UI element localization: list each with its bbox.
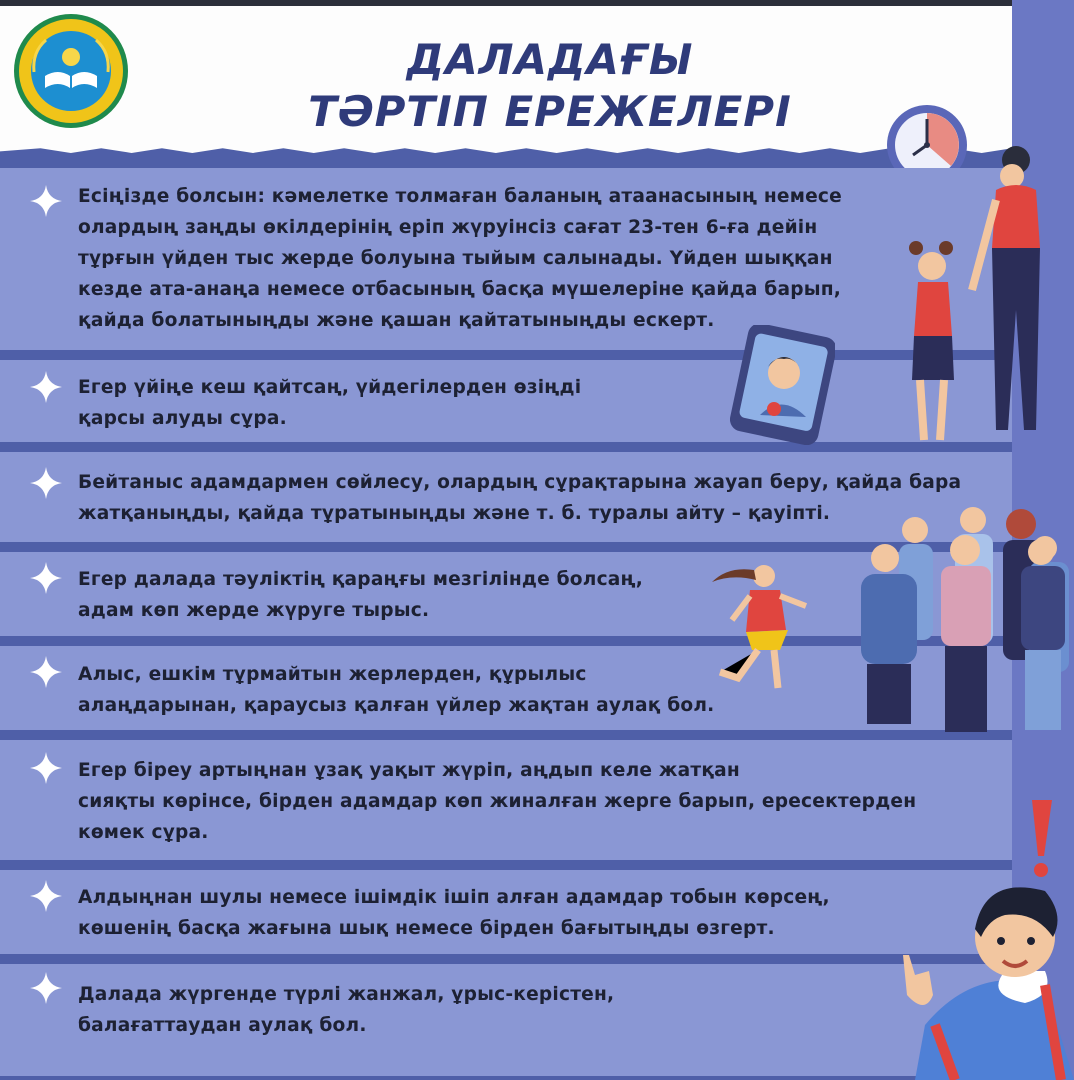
rule-line: Егер біреу артыңнан ұзақ уақыт жүріп, аңдып келе жатқан — [78, 760, 740, 781]
rule-5 — [78, 659, 714, 721]
rule-line: Бейтаныс адамдармен сөйлесу, олардың сұрақтарына жауап беру, қайда бара — [78, 472, 962, 493]
rule-line: Егер үйіңе кеш қайтсаң, үйдегілерден өзіңді — [78, 377, 582, 398]
rule-line: қарсы алуды сұра. — [78, 408, 287, 429]
rule-line: көшенің басқа жағына шық немесе бірден бағытыңды өзгерт. — [78, 918, 775, 939]
page-title — [270, 34, 830, 138]
pointing-boy-illustration — [885, 875, 1074, 1080]
mother-daughter-illustration — [880, 140, 1060, 460]
rule-8 — [78, 979, 614, 1041]
rule-line: Есіңізде болсын: кәмелетке толмаған баланың атаанасының немесе — [78, 186, 842, 207]
running-girl-illustration — [708, 560, 812, 695]
star-bullet-icon — [30, 562, 62, 594]
exclamation-icon — [1026, 800, 1056, 880]
star-bullet-icon — [30, 752, 62, 784]
rule-line: балағаттаудан аулақ бол. — [78, 1015, 367, 1036]
star-bullet-icon — [30, 185, 62, 217]
crowd-illustration — [855, 500, 1074, 740]
rule-line: сияқты көрінсе, бірден адамдар көп жиналған жерге барып, ересектерден — [78, 791, 917, 812]
rule-line: қайда болатыныңды және қашан қайтатыныңды ескерт. — [78, 310, 715, 331]
title-line-1: ДАЛАДАҒЫ — [406, 35, 694, 84]
star-bullet-icon — [30, 656, 62, 688]
title-line-2: ТӘРТІП ЕРЕЖЕЛЕРІ — [308, 87, 792, 136]
rule-line: тұрғын үйден тыс жерде болуына тыйым салынады. Үйден шыққан — [78, 248, 833, 269]
rule-line: Далада жүргенде түрлі жанжал, ұрыс-керістен, — [78, 984, 615, 1005]
rule-1 — [78, 181, 842, 336]
rule-line: кезде ата-анаңа немесе отбасының басқа мүшелеріне қайда барып, — [78, 279, 842, 300]
rule-7 — [78, 882, 830, 944]
phone-call-icon — [730, 325, 835, 445]
rule-line: олардың заңды өкілдерінің еріп жүруінсіз сағат 23-тен 6-ға дейін — [78, 217, 818, 238]
rule-line: алаңдарынан, қараусыз қалған үйлер жақтан аулақ бол. — [78, 695, 715, 716]
rule-line: көмек сұра. — [78, 822, 209, 843]
emblem-logo — [12, 12, 130, 130]
rule-line: Алыс, ешкім тұрмайтын жерлерден, құрылыс — [78, 664, 587, 685]
rule-line: жатқаныңды, қайда тұратыныңды және т. б. туралы айту – қауіпті. — [78, 503, 831, 524]
star-bullet-icon — [30, 371, 62, 403]
star-bullet-icon — [30, 880, 62, 912]
rule-line: Алдыңнан шулы немесе ішімдік ішіп алған адамдар тобын көрсең, — [78, 887, 830, 908]
star-bullet-icon — [30, 972, 62, 1004]
rule-line: Егер далада тәуліктің қараңғы мезгілінде болсаң, — [78, 569, 644, 590]
rule-6 — [78, 755, 916, 848]
rule-2 — [78, 372, 581, 434]
rule-line: адам көп жерде жүруге тырыс. — [78, 600, 430, 621]
star-bullet-icon — [30, 467, 62, 499]
top-strip — [0, 0, 1074, 6]
rule-4 — [78, 564, 643, 626]
rule-3 — [78, 467, 961, 529]
